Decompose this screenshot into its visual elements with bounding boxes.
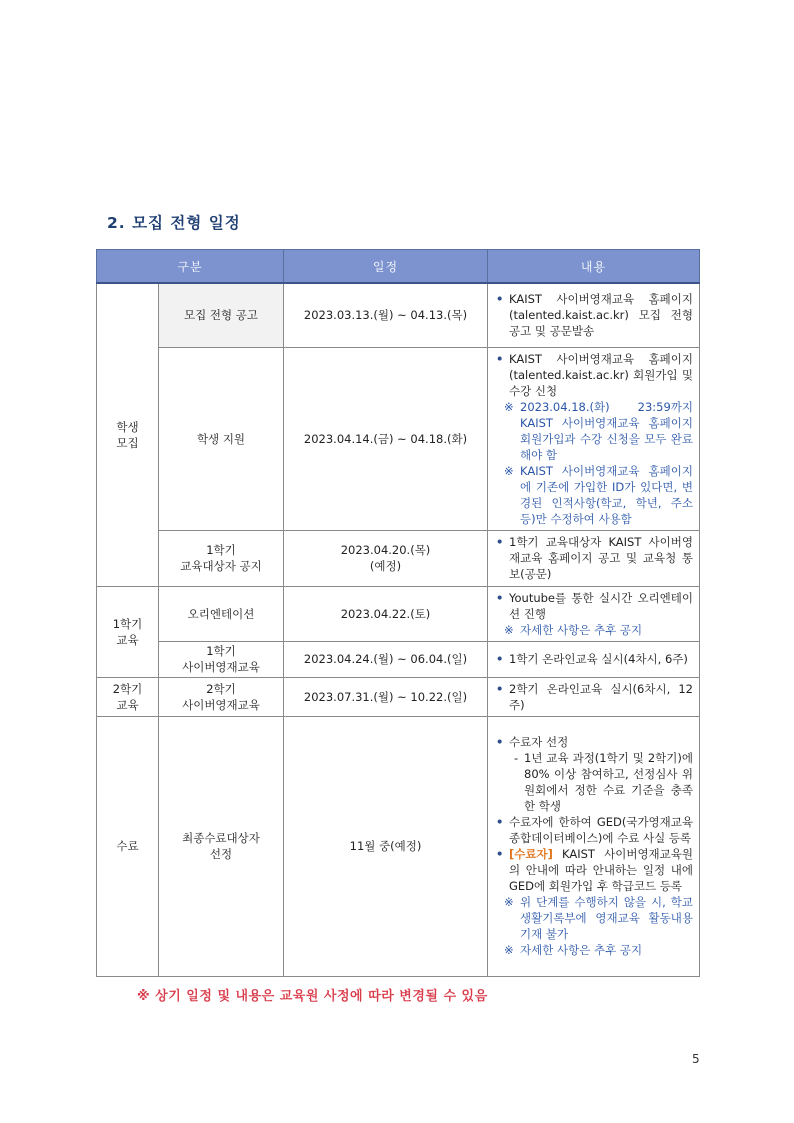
bullet-item: • KAIST 사이버영재교육 홈페이지 (talented.kaist.ac.kr) 회원가입 및 수강 신청	[494, 351, 693, 399]
header-schedule: 일정	[284, 250, 488, 284]
note-item: ※ 자세한 사항은 추후 공지	[494, 942, 693, 958]
sub-cell: 2학기 사이버영재교육	[159, 677, 284, 716]
section-title: 2. 모집 전형 일정	[107, 214, 241, 232]
schedule-cell: 2023.04.24.(월) ~ 06.04.(일)	[284, 641, 488, 677]
table-row	[97, 530, 700, 586]
sub-cell: 최종수료대상자 선정	[159, 716, 284, 976]
content-cell	[488, 283, 700, 347]
schedule-cell: 2023.04.22.(토)	[284, 586, 488, 641]
table-row	[97, 586, 700, 641]
schedule-cell: 2023.07.31.(월) ~ 10.22.(일)	[284, 677, 488, 716]
bullet-text: KAIST 사이버영재교육원의 안내에 따라 안내하는 일정 내에 GED에 회원가입 후 학급코드 등록	[509, 847, 693, 893]
content-cell	[488, 716, 700, 976]
group-cell: 학생 모집	[97, 283, 159, 586]
bullet-item: • 1학기 온라인교육 실시(4차시, 6주)	[494, 651, 693, 667]
sub-cell: 1학기 사이버영재교육	[159, 641, 284, 677]
note-item: ※ 자세한 사항은 추후 공지	[494, 622, 693, 638]
bullet-item: • 수료자에 한하여 GED(국가영재교육종합데이터베이스)에 수료 사실 등록	[494, 814, 693, 846]
schedule-table	[96, 249, 700, 977]
sub-cell: 학생 지원	[159, 347, 284, 530]
page-number: 5	[692, 1052, 700, 1066]
content-cell	[488, 586, 700, 641]
sub-cell: 1학기 교육대상자 공지	[159, 530, 284, 586]
bullet-item: • 수료자 선정	[494, 734, 693, 750]
table-row	[97, 677, 700, 716]
sub-cell: 모집 전형 공고	[159, 283, 284, 347]
schedule-cell: 2023.03.13.(월) ~ 04.13.(목)	[284, 283, 488, 347]
note-item: ※ 위 단계를 수행하지 않을 시, 학교생활기록부에 영재교육 활동내용 기재 불가	[494, 894, 693, 942]
group-cell: 2학기 교육	[97, 677, 159, 716]
table-row	[97, 347, 700, 530]
group-cell: 수료	[97, 716, 159, 976]
note-item: ※ KAIST 사이버영재교육 홈페이지에 기존에 가입한 ID가 있다면, 변경된 인적사항(학교, 학년, 주소 등)만 수정하여 사용함	[494, 463, 693, 527]
bullet-item: • 2학기 온라인교육 실시(6차시, 12주)	[494, 681, 693, 713]
bullet-item: • KAIST 사이버영재교육 홈페이지 (talented.kaist.ac.kr) 모집 전형 공고 및 공문발송	[494, 291, 693, 339]
sub-cell: 오리엔테이션	[159, 586, 284, 641]
schedule-cell: 11월 중(예정)	[284, 716, 488, 976]
content-cell	[488, 347, 700, 530]
dash-item: - 1년 교육 과정(1학기 및 2학기)에 80% 이상 참여하고, 선정심사 위원회에서 정한 수료 기준을 충족한 학생	[494, 750, 693, 814]
table-row	[97, 283, 700, 347]
bullet-item: • 1학기 교육대상자 KAIST 사이버영재교육 홈페이지 공고 및 교육청 통보(공문)	[494, 534, 693, 582]
footnote: ※ 상기 일정 및 내용은 교육원 사정에 따라 변경될 수 있음	[137, 989, 488, 1004]
content-cell	[488, 641, 700, 677]
content-cell	[488, 677, 700, 716]
header-content: 내용	[488, 250, 700, 284]
schedule-cell: 2023.04.14.(금) ~ 04.18.(화)	[284, 347, 488, 530]
bullet-item	[494, 846, 693, 894]
note-item: ※ 2023.04.18.(화) 23:59까지 KAIST 사이버영재교육 홈페이지 회원가입과 수강 신청을 모두 완료해야 함	[494, 399, 693, 463]
content-cell	[488, 530, 700, 586]
bullet-item: • Youtube를 통한 실시간 오리엔테이션 진행	[494, 590, 693, 622]
table-row	[97, 716, 700, 976]
highlight-label: [수료자]	[509, 847, 553, 861]
group-cell: 1학기 교육	[97, 586, 159, 677]
header-category: 구분	[97, 250, 284, 284]
table-row	[97, 641, 700, 677]
schedule-cell: 2023.04.20.(목) (예정)	[284, 530, 488, 586]
